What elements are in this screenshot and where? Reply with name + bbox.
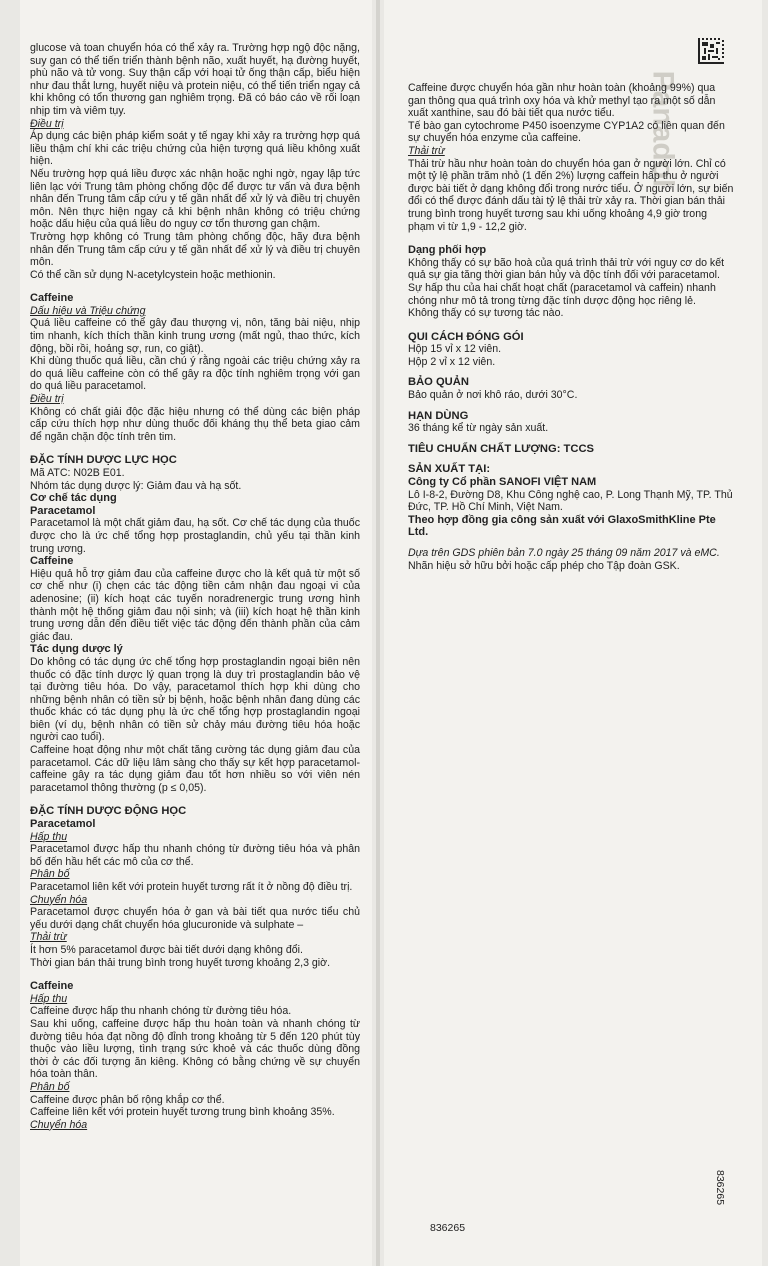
overdose-paracetamol-symptoms: glucose và toan chuyển hóa có thể xảy ra. Trường hợp ngộ độc nặng, suy gan có thể tiến triển thành bệnh não, xuất huyết, hạ đường huyết, phù não và tử vong. Suy thận cấp với hoại tử ống thận cấp, biểu hiện như đau thắt lưng, huyết niệu và protein niệu, có thể tiến triển ngay cả khi không có tổn thương gan nghiêm trọng. Đã có báo cáo về rối loạn nhịp tim và viêm tụy. [30, 42, 360, 117]
section-title-quality-standard: TIÊU CHUẨN CHẤT LƯỢNG: TCCS [408, 442, 595, 455]
distribution-paragraph: Caffeine được phân bố rộng khắp cơ thể. [30, 1093, 225, 1106]
distribution-paragraph: Paracetamol liên kết với protein huyết tương rất ít ở nồng độ điều trị. [30, 881, 353, 893]
contract-note: Theo hợp đồng gia công sản xuất với GlaxoSmithKline Pte Ltd. [408, 513, 716, 539]
treatment-paragraph: Áp dụng các biện pháp kiểm soát y tế ngay khi xảy ra trường hợp quá liều thậm chí khi các triệu chứng của hiện tượng quá liều không xuất hiện. [30, 130, 360, 168]
section-heading-treatment: Điều trị [30, 393, 64, 406]
pharmacological-group: Nhóm tác dụng dược lý: Giảm đau và hạ sốt. [30, 479, 242, 492]
metabolism-paragraph: Tế bào gan cytochrome P450 isoenzyme CYP1A2 có liên quan đến sự chuyển hóa enzyme của caffeine. [408, 119, 725, 145]
subheading-distribution: Phân bố [30, 1080, 70, 1093]
elimination-paragraph: Ít hơn 5% paracetamol được bài tiết dưới dạng không đổi. [30, 943, 303, 956]
section-title-pharmacokinetics: ĐẶC TÍNH DƯỢC ĐỘNG HỌC [30, 805, 187, 818]
section-title-shelf-life: HẠN DÙNG [408, 409, 469, 422]
absorption-paragraph: Sau khi uống, caffeine được hấp thu hoàn toàn và nhanh chóng từ đường tiêu hóa đạt nồng độ đỉnh trong khoảng từ 5 đến 120 phút tùy thuộc vào liều lượng, tình trạng sức khoẻ và các thuốc dùng đồng thời ở các đối tượng ăn kiêng. Không có bằng chứng về sự chuyển hóa toàn thân. [30, 1017, 360, 1081]
signs-paragraph: Quá liều caffeine có thể gây đau thượng vị, nôn, tăng bài niệu, nhịp tim nhanh, kích thích thần kinh trung ương (mất ngủ, thao thức, kích động, bồi rồi, hoảng sợ, run, co giật). [30, 317, 360, 355]
page-fold [376, 0, 380, 1266]
storage-text: Bảo quản ở nơi khô ráo, dưới 30°C. [408, 389, 578, 402]
subheading-caffeine: Caffeine [30, 980, 74, 993]
manufacturer-name: Công ty Cổ phần SANOFI VIỆT NAM [408, 476, 597, 489]
section-title-manufacturer: SẢN XUẤT TẠI: [408, 463, 491, 476]
elimination-paragraph: Thải trừ hầu như hoàn toàn do chuyển hóa gan ở người lớn. Chỉ có một tỷ lệ phần trăm nhỏ (1 đến 2%) lượng caffein hấp thu ở người được bài tiết ở dạng không đổi trong nước tiểu. Ở người lớn, sự biến đổi có thể được đánh dấu tài tỷ lệ thải trừ xảy ra. Thời gian bán thải trung bình trong huyết tương sau khi uống khoảng 4,9 giờ trong phạm vi từ 1,9 - 12,2 giờ. [408, 157, 734, 233]
datamatrix-code-icon [698, 38, 724, 64]
subheading-elimination: Thải trừ [30, 931, 67, 944]
effect-paragraph: Do không có tác dụng ức chế tổng hợp prostaglandin ngoại biên nên thuốc có đặc tính dược lý quan trọng là duy trì prostaglandin bảo vệ tại đường tiêu hóa. Do vậy, paracetamol thích hợp khi dùng cho những bệnh nhân có tiền sử bị bệnh, hoặc bệnh nhân đang dùng các thuốc khác có tác dụng phụ là ức chế tổng hợp prostaglandin ngoại biên (ví dụ, bệnh nhân có tiền sử chảy máu đường tiêu hóa hoặc người cao tuổi). [30, 655, 360, 744]
absorption-paragraph: Caffeine được hấp thu nhanh chóng từ đường tiêu hóa. [30, 1005, 292, 1018]
subheading-elimination: Thải trừ [408, 144, 445, 157]
treatment-paragraph: Không có chất giải độc đặc hiệu nhưng có thể dùng các biện pháp cấp cứu thích hợp như dùng thuốc đối kháng thụ thể beta giao cảm để ngăn chặn độc tính trên tim. [30, 405, 360, 443]
treatment-paragraph: Nếu trường hợp quá liều được xác nhận hoặc nghi ngờ, ngay lập tức liên lạc với Trung tâm phòng chống độc để được tư vấn và đưa bệnh nhân đến Trung tâm cấp cứu y tế gần nhất để xử lý và điều trị chuyên môn. Nên thực hiện ngay cả khi bệnh nhân không có triệu chứng hoặc dấu hiệu của quá liều do nguy cơ tổn thương gan chậm. [30, 167, 360, 231]
effect-paragraph: Caffeine hoạt động như một chất tăng cường tác dụng giảm đau của paracetamol. Các dữ liệu lâm sàng cho thấy sự kết hợp paracetamol-caffeine gây ra tác dụng giảm đau tốt hơn nhiều so với viên nén paracetamol thông thường (p ≤ 0,05). [30, 744, 360, 794]
shelf-life-text: 36 tháng kể từ ngày sản xuất. [408, 422, 549, 435]
right-column [408, 82, 734, 572]
subheading-paracetamol: Paracetamol [30, 504, 96, 517]
treatment-paragraph: Có thể cần sử dụng N-acetylcystein hoặc methionin. [30, 268, 276, 281]
section-heading-signs: Dấu hiệu và Triệu chứng [30, 304, 146, 317]
subheading-distribution: Phân bố [30, 868, 70, 881]
combination-paragraph: Không thấy có sự bão hoà của quá trình thải trừ với nguy cơ do kết quả sự gia tăng thời gian bán hủy và độc tính đối với paracetamol. Sự hấp thu của hai chất hoạt chất (paracetamol và caffein) nhanh chóng như mô tả trong từng đặc tính dược động học riêng lẻ. [408, 256, 725, 307]
subheading-metabolism: Chuyển hóa [30, 1118, 88, 1131]
left-column [30, 42, 360, 1131]
trademark-note: Nhãn hiệu sở hữu bởi hoặc cấp phép cho Tập đoàn GSK. [408, 559, 680, 572]
subheading-pharmacological-effect: Tác dụng dược lý [30, 643, 123, 656]
combination-paragraph: Không thấy có sự tương tác nào. [408, 307, 564, 320]
subheading-caffeine: Caffeine [30, 555, 74, 568]
subheading-paracetamol: Paracetamol [30, 818, 96, 831]
section-title-pharmacodynamics: ĐẶC TÍNH DƯỢC LỰC HỌC [30, 454, 177, 467]
subheading-metabolism: Chuyển hóa [30, 893, 88, 906]
show-through-text: Panadol [646, 70, 680, 188]
document-code: 836265 [430, 1222, 466, 1234]
document-code-vertical: 836265 [714, 1170, 726, 1206]
mechanism-paragraph: Paracetamol là một chất giảm đau, hạ sốt. Cơ chế tác dụng của thuốc được cho là ức chế tổng hợp prostaglandin, chủ yếu tại thần kinh trung ương. [30, 517, 360, 555]
gds-version-note: Dựa trên GDS phiên bản 7.0 ngày 25 tháng 09 năm 2017 và eMC. [408, 547, 720, 559]
metabolism-paragraph: Paracetamol được chuyển hóa ở gan và bài tiết qua nước tiểu chủ yếu dưới dạng chất chuyển hóa glucuronide và sulphate – [30, 906, 360, 931]
packaging-item: Hộp 15 vỉ x 12 viên. [408, 343, 502, 356]
mechanism-paragraph: Hiệu quả hỗ trợ giảm đau của caffeine được cho là kết quả từ một số cơ chế như (i) chẹn các tác động tiền cảm nhận đau ngoại vi của adenosine; (ii) kích hoạt các tuyến noradrenergic trung ương hình thành một hệ thống giảm đau nội sinh; và (iii) kích hoạt hệ thần kinh trung ương dẫn đến điều tiết việc tác động đến thành phần của cảm giác đau. [30, 567, 360, 643]
section-heading-treatment: Điều trị [30, 117, 64, 130]
subheading-absorption: Hấp thu [30, 830, 68, 843]
subheading-mechanism: Cơ chế tác dụng [30, 492, 117, 505]
section-title-storage: BẢO QUẢN [408, 376, 469, 389]
subheading-absorption: Hấp thu [30, 992, 68, 1005]
packaging-item: Hộp 2 vỉ x 12 viên. [408, 355, 496, 368]
subheading-combination: Dạng phối hợp [408, 244, 487, 257]
atc-code: Mã ATC: N02B E01. [30, 467, 125, 479]
section-title-packaging: QUI CÁCH ĐÓNG GÓI [408, 330, 524, 343]
treatment-paragraph: Trường hợp không có Trung tâm phòng chống độc, hãy đưa bệnh nhân đến Trung tâm cấp cứu y tế gần nhất để xử lý và điều trị chuyên môn. [30, 230, 360, 269]
elimination-paragraph: Thời gian bán thải trung bình trong huyết tương khoảng 2,3 giờ. [30, 956, 331, 969]
distribution-paragraph: Caffeine liên kết với protein huyết tương trung bình khoảng 35%. [30, 1106, 335, 1119]
metabolism-paragraph: Caffeine được chuyển hóa gần như hoàn toàn (khoảng 99%) qua gan thông qua quá trình oxy hóa và khử methyl tạo ra một số dẫn xuất xanthine, sau đó bài tiết qua nước tiểu. [408, 82, 716, 120]
signs-paragraph: Khi dùng thuốc quá liều, cần chú ý rằng ngoài các triệu chứng xảy ra do quá liều caffeine còn có thể gây ra độc tính nghiêm trọng với gan do quá liều paracetamol. [30, 355, 360, 393]
manufacturer-address: Lô I-8-2, Đường D8, Khu Công nghệ cao, P. Long Thạnh Mỹ, TP. Thủ Đức, TP. Hồ Chí Minh, Việt Nam. [408, 488, 733, 514]
section-heading-caffeine: Caffeine [30, 292, 74, 305]
absorption-paragraph: Paracetamol được hấp thu nhanh chóng từ đường tiêu hóa và phân bố đến hầu hết các mô của cơ thể. [30, 843, 360, 868]
